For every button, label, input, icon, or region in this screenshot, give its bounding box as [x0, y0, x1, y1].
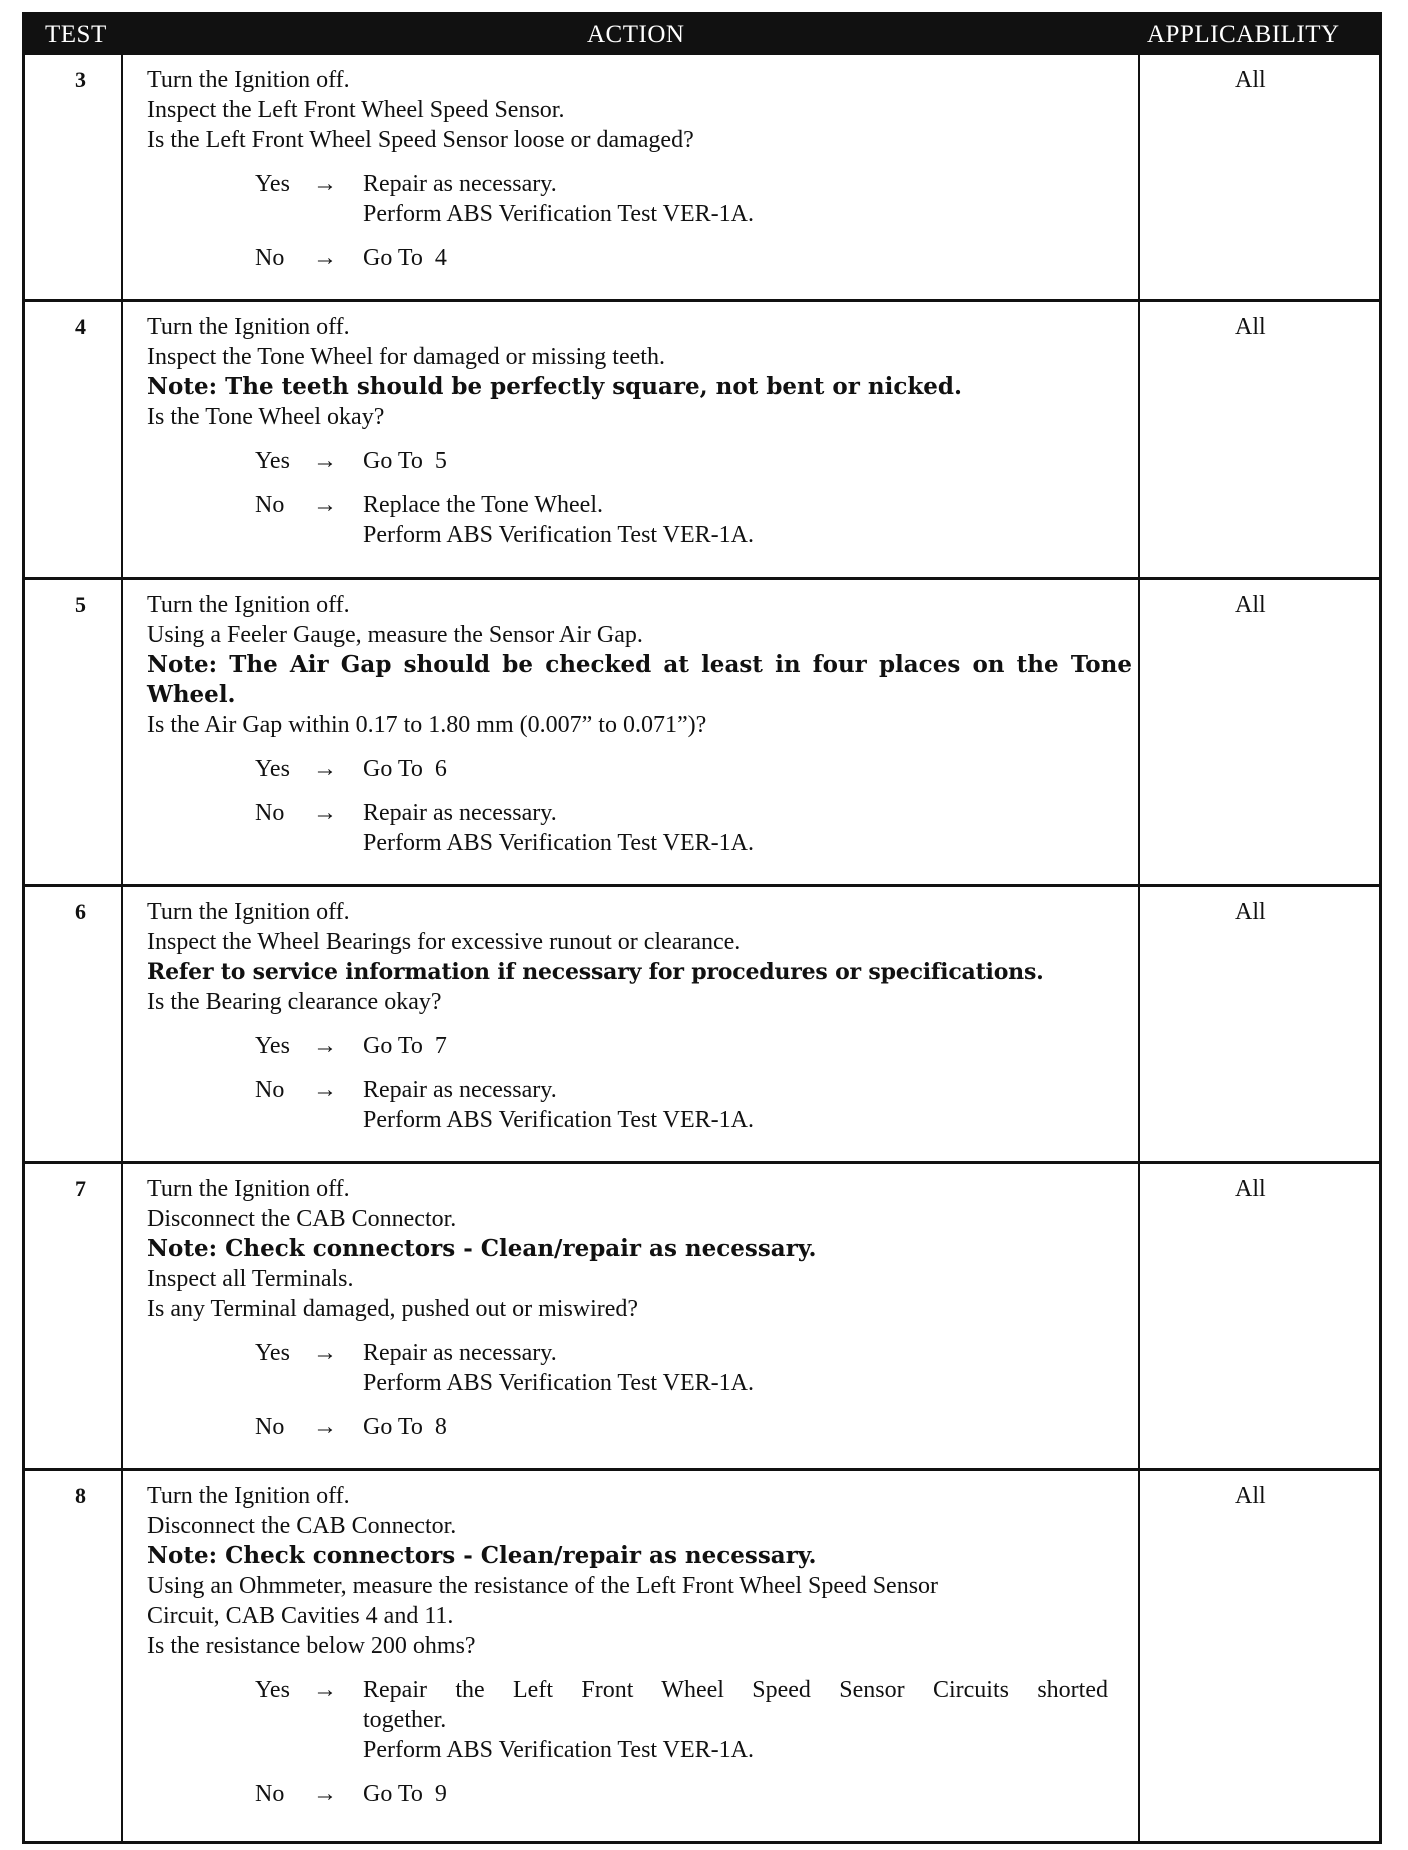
question-text: Is the Bearing clearance okay? — [147, 989, 442, 1015]
result-line: Repair as necessary. — [363, 1340, 557, 1366]
action-line: Turn the Ignition off. — [147, 1176, 350, 1202]
header-test: TEST — [45, 21, 107, 48]
no-branch — [255, 1075, 1132, 1135]
action-line: Inspect the Left Front Wheel Speed Sensor. — [147, 97, 565, 123]
action-line: Using an Ohmmeter, measure the resistance of the Left Front Wheel Speed Sensor — [147, 1573, 939, 1599]
applicability: All — [1235, 67, 1266, 93]
no-label: No — [255, 800, 285, 826]
header-applicability: APPLICABILITY — [1147, 21, 1340, 48]
action-cell — [147, 590, 1132, 858]
yes-label: Yes — [255, 448, 290, 474]
result-line: Replace the Tone Wheel. — [363, 492, 603, 518]
result-line: Perform ABS Verification Test VER-1A. — [363, 830, 754, 856]
note-text: Note: The Air Gap should be checked at least in four places on the Tone Wheel. — [147, 651, 1132, 708]
arrow-icon: → — [313, 1077, 337, 1103]
action-line: Is the Left Front Wheel Speed Sensor loose or damaged? — [147, 127, 694, 153]
arrow-icon: → — [313, 492, 337, 518]
arrow-icon: → — [313, 245, 337, 271]
yes-branch — [255, 1338, 1132, 1398]
action-line: Turn the Ignition off. — [147, 67, 350, 93]
yes-result: Go To 7 — [363, 1033, 447, 1059]
yes-branch — [255, 754, 1132, 784]
result-line: together. — [363, 1707, 447, 1733]
arrow-icon: → — [313, 1340, 337, 1366]
note-text: Note: Check connectors - Clean/repair as necessary. — [147, 1235, 817, 1262]
result-line: Repair as necessary. — [363, 171, 557, 197]
diagnostic-table — [22, 12, 1382, 1844]
action-line: Turn the Ignition off. — [147, 899, 350, 925]
action-line: Circuit, CAB Cavities 4 and 11. — [147, 1603, 454, 1629]
action-cell — [147, 312, 1132, 550]
yes-result — [363, 1338, 754, 1398]
arrow-icon: → — [313, 1677, 337, 1703]
yes-result — [363, 169, 754, 229]
table-header — [25, 15, 1379, 55]
action-line: Turn the Ignition off. — [147, 1483, 350, 1509]
yes-branch — [255, 446, 1132, 476]
question-text: Is any Terminal damaged, pushed out or miswired? — [147, 1296, 639, 1322]
action-cell — [147, 1481, 1132, 1809]
table-row — [25, 302, 1379, 580]
arrow-icon: → — [313, 756, 337, 782]
table-row — [25, 1164, 1379, 1471]
no-result — [363, 490, 754, 550]
note-text: Refer to service information if necessary for procedures or specifications. — [147, 959, 1044, 985]
no-branch — [255, 1412, 1132, 1442]
result-line: Perform ABS Verification Test VER-1A. — [363, 201, 754, 227]
test-number: 4 — [75, 314, 86, 339]
result-line: Perform ABS Verification Test VER-1A. — [363, 522, 754, 548]
arrow-icon: → — [313, 800, 337, 826]
arrow-icon: → — [313, 448, 337, 474]
yes-label: Yes — [255, 1677, 290, 1703]
applicability: All — [1235, 899, 1266, 925]
test-number: 3 — [75, 67, 86, 92]
result-line: Perform ABS Verification Test VER-1A. — [363, 1370, 754, 1396]
yes-branch — [255, 1031, 1132, 1061]
test-number: 7 — [75, 1176, 86, 1201]
question-text: Is the resistance below 200 ohms? — [147, 1633, 476, 1659]
no-branch — [255, 798, 1132, 858]
no-label: No — [255, 1077, 285, 1103]
no-branch — [255, 490, 1132, 550]
question-text: Is the Tone Wheel okay? — [147, 404, 385, 430]
yes-label: Yes — [255, 756, 290, 782]
table-row — [25, 55, 1379, 302]
note-text: Note: Check connectors - Clean/repair as necessary. — [147, 1542, 817, 1569]
no-label: No — [255, 1414, 285, 1440]
arrow-icon: → — [313, 1033, 337, 1059]
result-line: Repair as necessary. — [363, 1077, 557, 1103]
test-number: 6 — [75, 899, 86, 924]
arrow-icon: → — [313, 1414, 337, 1440]
yes-label: Yes — [255, 1033, 290, 1059]
applicability: All — [1235, 1176, 1266, 1202]
yes-branch — [255, 1675, 1132, 1765]
no-label: No — [255, 492, 285, 518]
no-label: No — [255, 245, 285, 271]
yes-result: Go To 5 — [363, 448, 447, 474]
yes-result: Go To 6 — [363, 756, 447, 782]
no-result — [363, 798, 754, 858]
action-line: Inspect the Wheel Bearings for excessive runout or clearance. — [147, 929, 741, 955]
table-row — [25, 580, 1379, 887]
action-line: Inspect the Tone Wheel for damaged or missing teeth. — [147, 344, 665, 370]
action-line: Inspect all Terminals. — [147, 1266, 354, 1292]
no-result — [363, 1075, 754, 1135]
no-label: No — [255, 1781, 285, 1807]
test-number: 8 — [75, 1483, 86, 1508]
yes-result — [363, 1675, 1108, 1765]
header-action: ACTION — [587, 21, 685, 48]
yes-label: Yes — [255, 171, 290, 197]
action-line: Disconnect the CAB Connector. — [147, 1513, 457, 1539]
question-text: Is the Air Gap within 0.17 to 1.80 mm (0.007” to 0.071”)? — [147, 712, 707, 738]
action-line: Turn the Ignition off. — [147, 314, 350, 340]
note-text: Note: The teeth should be perfectly square, not bent or nicked. — [147, 373, 962, 400]
applicability: All — [1235, 592, 1266, 618]
table-row — [25, 1471, 1379, 1841]
yes-branch — [255, 169, 1132, 229]
action-cell — [147, 1174, 1132, 1442]
no-result: Go To 4 — [363, 245, 447, 271]
arrow-icon: → — [313, 1781, 337, 1807]
result-line: Repair the Left Front Wheel Speed Sensor Circuits shorted — [363, 1677, 1108, 1703]
no-branch — [255, 243, 1132, 273]
applicability: All — [1235, 1483, 1266, 1509]
action-line: Disconnect the CAB Connector. — [147, 1206, 457, 1232]
action-line: Turn the Ignition off. — [147, 592, 350, 618]
arrow-icon: → — [313, 171, 337, 197]
applicability: All — [1235, 314, 1266, 340]
action-cell — [147, 65, 1132, 273]
test-number: 5 — [75, 592, 86, 617]
no-result: Go To 9 — [363, 1781, 447, 1807]
action-cell — [147, 897, 1132, 1135]
result-line: Perform ABS Verification Test VER-1A. — [363, 1737, 754, 1763]
result-line: Repair as necessary. — [363, 800, 557, 826]
action-line: Using a Feeler Gauge, measure the Sensor Air Gap. — [147, 622, 643, 648]
result-line: Perform ABS Verification Test VER-1A. — [363, 1107, 754, 1133]
no-result: Go To 8 — [363, 1414, 447, 1440]
table-row — [25, 887, 1379, 1164]
yes-label: Yes — [255, 1340, 290, 1366]
no-branch — [255, 1779, 1132, 1809]
